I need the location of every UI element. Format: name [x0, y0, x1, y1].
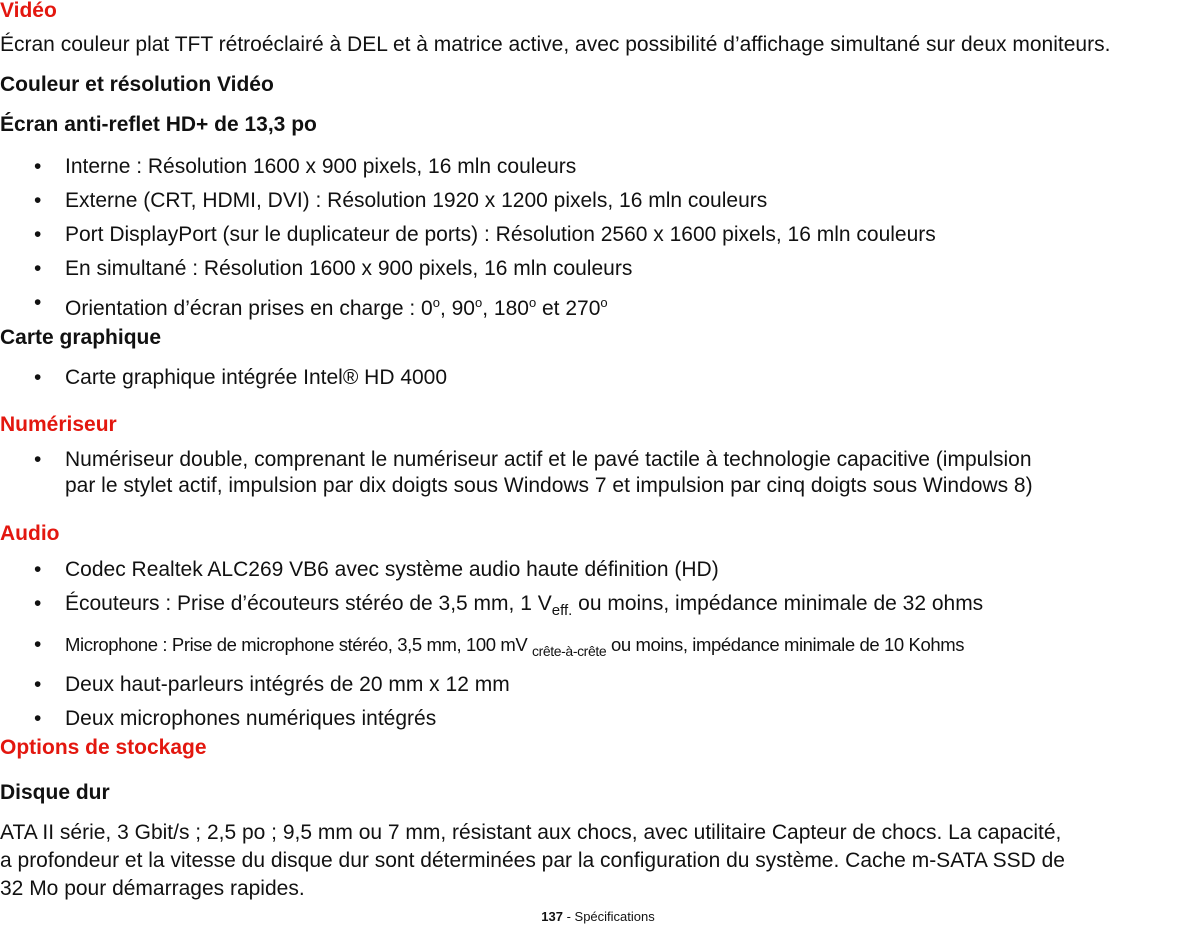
- list-item-text: Numériseur double, comprenant le numériseur actif et le pavé tactile à technologie capacitive (impulsion: [65, 448, 1032, 471]
- list-item: [0, 628, 1196, 668]
- footer-label: - Spécifications: [562, 909, 655, 924]
- list-item: [0, 184, 1196, 218]
- list-item: [0, 702, 1196, 736]
- graphics-section: [0, 325, 1196, 351]
- list-item: [0, 286, 1196, 326]
- list-item-text: Codec Realtek ALC269 VB6 avec système audio haute définition (HD): [65, 558, 719, 581]
- color-res-block: [0, 72, 1196, 98]
- list-item: [0, 252, 1196, 286]
- color-resolution-heading: Couleur et résolution Vidéo: [0, 73, 274, 96]
- digitizer-section: [0, 412, 1196, 438]
- video-bullets: [0, 150, 1196, 326]
- screen-heading: Écran anti-reflet HD+ de 13,3 po: [0, 113, 317, 136]
- bullet-icon: •: [34, 155, 42, 178]
- bullet-icon: •: [34, 291, 42, 314]
- hdd-description: ATA II série, 3 Gbit/s ; 2,5 po ; 9,5 mm ou 7 mm, résistant aux chocs, avec utilitaire Capteur de chocs. La capacité, a profondeur et la vitesse du disque dur sont déterminées par la configuration du système. Cache m-SATA SSD de 32 Mo pour démarrages rapides.: [0, 821, 1065, 900]
- list-item-text: Interne : Résolution 1600 x 900 pixels, 16 mln couleurs: [65, 155, 577, 178]
- list-item-text: Port DisplayPort (sur le duplicateur de ports) : Résolution 2560 x 1600 pixels, 16 mln couleurs: [65, 223, 936, 246]
- list-item-text: Externe (CRT, HDMI, DVI) : Résolution 1920 x 1200 pixels, 16 mln couleurs: [65, 189, 768, 212]
- digitizer-heading: Numériseur: [0, 413, 117, 436]
- bullet-icon: •: [34, 673, 42, 696]
- storage-section: [0, 735, 1196, 761]
- hdd-block: [0, 780, 1196, 806]
- list-item-text: Microphone : Prise de microphone stéréo, 3,5 mm, 100 mV $_{crête-à-crête}$ ou moins, impédance minimale de 10 Kohms: [65, 634, 965, 659]
- bullet-icon: •: [34, 366, 42, 389]
- list-item: [0, 150, 1196, 184]
- bullet-icon: •: [34, 558, 42, 581]
- video-description-block: [0, 31, 1196, 59]
- storage-heading: Options de stockage: [0, 736, 207, 759]
- list-item-text: par le stylet actif, impulsion par dix doigts sous Windows 7 et impulsion par cinq doigts sous Windows 8): [65, 474, 1033, 497]
- bullet-icon: •: [34, 189, 42, 212]
- page-number: 137: [541, 909, 563, 924]
- hdd-description-block: [0, 819, 1196, 903]
- bullet-icon: •: [34, 707, 42, 730]
- list-item-text: Deux microphones numériques intégrés: [65, 707, 437, 730]
- list-item-text: En simultané : Résolution 1600 x 900 pixels, 16 mln couleurs: [65, 257, 633, 280]
- screen-block: [0, 112, 1196, 138]
- list-item: [0, 218, 1196, 252]
- video-section: [0, 0, 1196, 24]
- video-heading: Vidéo: [0, 0, 57, 22]
- hdd-heading: Disque dur: [0, 781, 110, 804]
- list-item-text: Carte graphique intégrée Intel® HD 4000: [65, 366, 448, 389]
- audio-section: [0, 521, 1196, 547]
- graphics-heading: Carte graphique: [0, 326, 162, 349]
- list-item: [0, 668, 1196, 702]
- bullet-icon: •: [34, 592, 42, 615]
- bullet-icon: •: [34, 223, 42, 246]
- list-item-text: Écouteurs : Prise d’écouteurs stéréo de 3,5 mm, 1 $V_{eff.}$ ou moins, impédance minimale de 32 ohms: [65, 592, 984, 619]
- page-footer: [0, 909, 1196, 924]
- list-item: [0, 553, 1196, 587]
- bullet-icon: •: [34, 448, 42, 471]
- list-item: [0, 587, 1196, 628]
- bullet-icon: •: [34, 633, 41, 656]
- list-item: [0, 447, 1196, 499]
- audio-heading: Audio: [0, 522, 60, 545]
- list-item: [0, 365, 1196, 391]
- audio-bullets: [0, 553, 1196, 736]
- digitizer-bullets: [0, 447, 1196, 499]
- list-item-text: Deux haut-parleurs intégrés de 20 mm x 12 mm: [65, 673, 510, 696]
- orientation-text: Orientation d’écran prises en charge : 0$^o$, 90$^o$, 180$^o$ et 270$^o$: [65, 295, 608, 320]
- video-description: Écran couleur plat TFT rétroéclairé à DEL et à matrice active, avec possibilité d’affichage simultané sur deux moniteurs.: [0, 33, 1111, 56]
- graphics-bullets: [0, 365, 1196, 391]
- bullet-icon: •: [34, 257, 42, 280]
